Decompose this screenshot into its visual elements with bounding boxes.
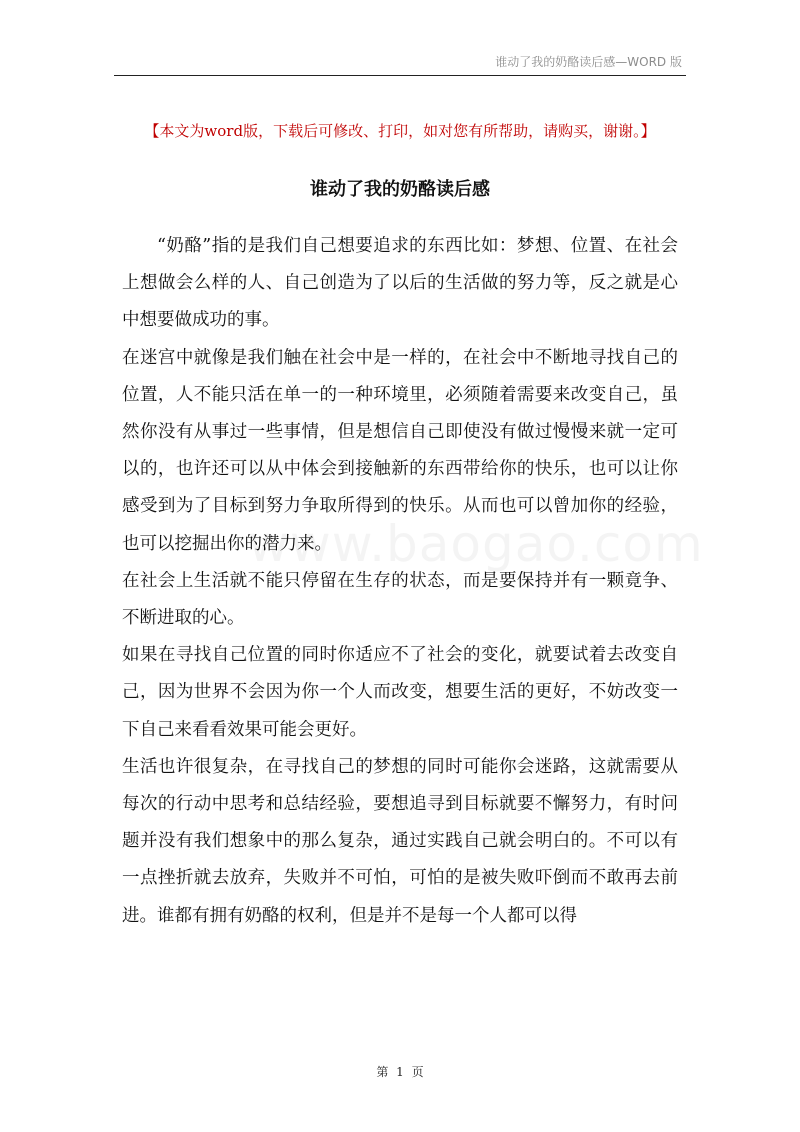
paragraph: “奶酪”指的是我们自己想要追求的东西比如：梦想、位置、在社会上想做会么样的人、自己创造为了以后的生活做的努力等，反之就是心中想要做成功的事。 bbox=[122, 236, 678, 331]
page-label-prefix: 第 bbox=[376, 1065, 389, 1079]
header-divider bbox=[114, 75, 686, 76]
paragraph: 生活也许很复杂，在寻找自己的梦想的同时可能你会迷路，这就需要从每次的行动中思考和总结经验，要想追寻到目标就要不懈努力，有时问题并没有我们想象中的那么复杂，通过实践自己就会明白的。不可以有一点挫折就去放弃，失败并不可怕，可怕的是被失败吓倒而不敢再去前进。谁都有拥有奶酪的权利，但是并不是每一个人都可以得 bbox=[122, 756, 678, 926]
paragraph: 在社会上生活就不能只停留在生存的状态，而是要保持并有一颗竟争、不断进取的心。 bbox=[122, 570, 678, 629]
page-footer bbox=[0, 1063, 800, 1080]
page-number: 1 bbox=[396, 1065, 404, 1079]
document-title: 谁动了我的奶酪读后感 bbox=[310, 179, 490, 200]
download-notice: 【本文为word版，下载后可修改、打印，如对您有所帮助，请购买，谢谢。】 bbox=[144, 122, 656, 140]
running-header: 谁动了我的奶酪读后感—WORD 版 bbox=[495, 55, 682, 69]
document-body bbox=[122, 228, 678, 935]
paragraph: 在迷宫中就像是我们触在社会中是一样的，在社会中不断地寻找自己的位置，人不能只活在单一的一种环境里，必须随着需要来改变自己，虽然你没有从事过一些事情，但是想信自己即使没有做过慢慢来就一定可以的，也许还可以从中体会到接触新的东西带给你的快乐，也可以让你感受到为了目标到努力争取所得到的快乐。从而也可以曾加你的经验，也可以挖掘出你的潜力来。 bbox=[122, 347, 678, 554]
paragraph: 如果在寻找自己位置的同时你适应不了社会的变化，就要试着去改变自己，因为世界不会因为你一个人而改变，想要生活的更好，不妨改变一下自己来看看效果可能会更好。 bbox=[122, 645, 678, 740]
page-label-suffix: 页 bbox=[411, 1065, 424, 1079]
